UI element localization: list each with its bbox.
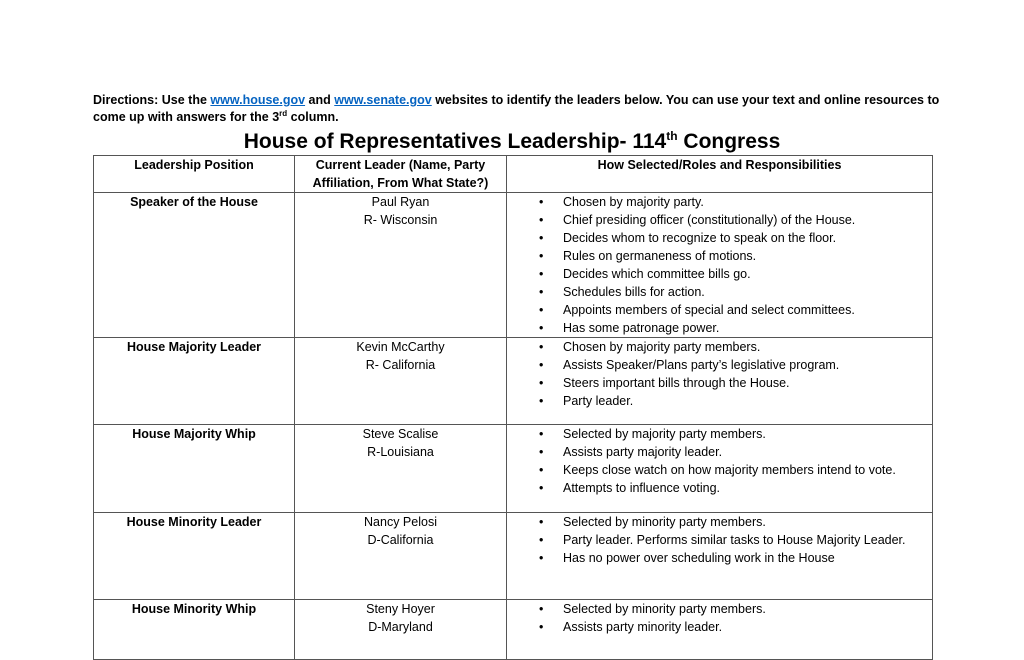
roles-cell: [507, 425, 933, 513]
leader-cell: [295, 425, 507, 513]
roles-cell: [507, 193, 933, 338]
leader-cell: [295, 193, 507, 338]
directions-text: websites to identify the leaders below. You can use your text and online resources to come up with answers for the 3: [93, 93, 940, 124]
leader-name: Paul Ryan: [371, 195, 430, 209]
roles-list: [511, 425, 928, 497]
role-item: • Has some patronage power.: [511, 319, 928, 337]
house-gov-link[interactable]: www.house.gov: [210, 93, 306, 107]
table-row: [94, 338, 933, 425]
role-item: • Assists party majority leader.: [511, 443, 928, 461]
role-item: • Decides which committee bills go.: [511, 265, 928, 283]
senate-gov-link[interactable]: www.senate.gov: [334, 93, 432, 107]
leadership-table: [93, 155, 933, 660]
roles-list: [511, 338, 928, 410]
position-cell: House Minority Leader: [94, 513, 295, 600]
role-item: • Steers important bills through the House.: [511, 374, 928, 392]
leader-party-state: D-Maryland: [368, 620, 433, 634]
leader-name: Steve Scalise: [362, 427, 439, 441]
leader-party-state: R- Wisconsin: [363, 213, 438, 227]
header-leader: Current Leader (Name, Party Affiliation, From What State?): [295, 156, 507, 193]
role-item: • Chief presiding officer (constitutionally) of the House.: [511, 211, 928, 229]
leader-name: Nancy Pelosi: [364, 515, 437, 529]
roles-cell: [507, 513, 933, 600]
roles-list: [511, 193, 928, 337]
page-title: [0, 128, 1024, 156]
role-item: • Appoints members of special and select committees.: [511, 301, 928, 319]
position-cell: House Majority Whip: [94, 425, 295, 513]
leader-party-state: R- California: [365, 358, 436, 372]
role-item: • Attempts to influence voting.: [511, 479, 928, 497]
position-cell: House Majority Leader: [94, 338, 295, 425]
role-item: • Selected by minority party members.: [511, 513, 928, 531]
leader-cell: [295, 513, 507, 600]
leader-name: Steny Hoyer: [366, 602, 435, 616]
directions-text: and: [305, 93, 335, 107]
position-cell: Speaker of the House: [94, 193, 295, 338]
role-item: • Assists party minority leader.: [511, 618, 928, 636]
table-row: [94, 193, 933, 338]
role-item: • Assists Speaker/Plans party’s legislative program.: [511, 356, 928, 374]
directions-text: column.: [287, 110, 339, 124]
header-roles: How Selected/Roles and Responsibilities: [507, 156, 933, 193]
role-item: • Rules on germaneness of motions.: [511, 247, 928, 265]
role-item: • Keeps close watch on how majority members intend to vote.: [511, 461, 928, 479]
roles-list: [511, 513, 928, 567]
table-row: [94, 513, 933, 600]
table-row: [94, 425, 933, 513]
title-text: Congress: [677, 130, 781, 153]
role-item: • Selected by majority party members.: [511, 425, 928, 443]
superscript: rd: [279, 108, 288, 118]
role-item: • Selected by minority party members.: [511, 600, 928, 618]
directions-text: Directions: Use the: [93, 93, 211, 107]
superscript: th: [666, 129, 678, 143]
role-item: • Party leader.: [511, 392, 928, 410]
header-position: Leadership Position: [94, 156, 295, 193]
leader-name: Kevin McCarthy: [356, 340, 445, 354]
role-item: • Decides whom to recognize to speak on the floor.: [511, 229, 928, 247]
position-cell: House Minority Whip: [94, 600, 295, 660]
directions: [93, 92, 953, 126]
roles-cell: [507, 338, 933, 425]
role-item: • Chosen by majority party members.: [511, 338, 928, 356]
leader-party-state: R-Louisiana: [367, 445, 434, 459]
role-item: • Has no power over scheduling work in the House: [511, 549, 928, 567]
table-header-row: [94, 156, 933, 193]
title-text: House of Representatives Leadership- 114: [243, 130, 667, 153]
leader-cell: [295, 338, 507, 425]
roles-list: [511, 600, 928, 636]
role-item: • Schedules bills for action.: [511, 283, 928, 301]
leader-party-state: D-California: [367, 533, 434, 547]
role-item: • Party leader. Performs similar tasks to House Majority Leader.: [511, 531, 928, 549]
role-item: • Chosen by majority party.: [511, 193, 928, 211]
